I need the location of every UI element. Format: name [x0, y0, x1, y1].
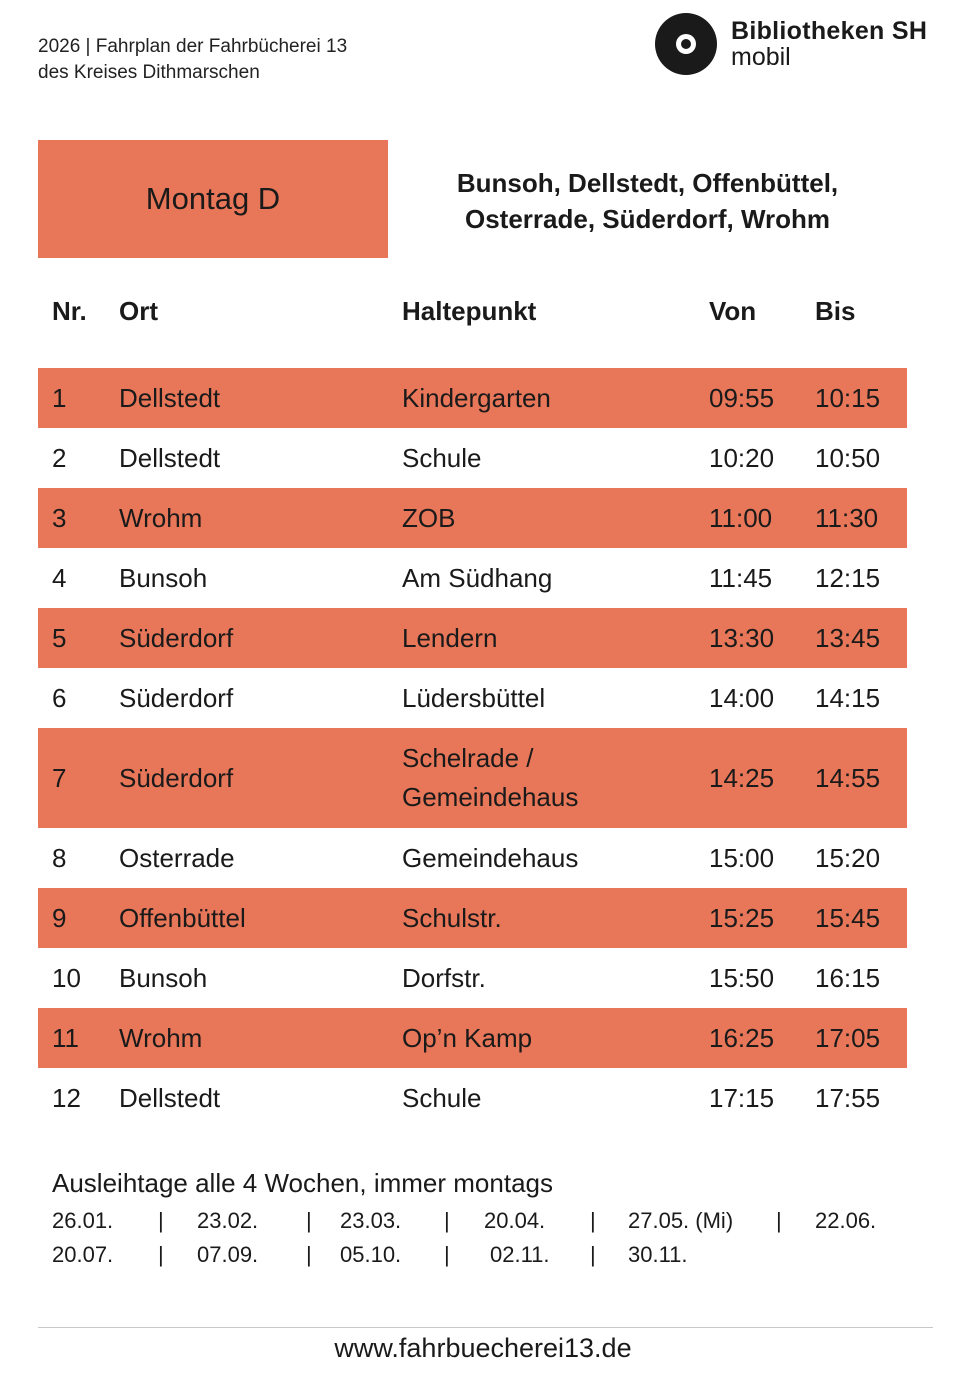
date-separator: | — [158, 1242, 164, 1267]
row-haltepunkt: Schulstr. — [402, 902, 502, 933]
row-ort: Offenbüttel — [119, 902, 246, 933]
table-row — [38, 728, 907, 828]
table-row — [38, 428, 907, 488]
row-number: 10 — [52, 962, 81, 993]
date-separator: | — [444, 1208, 450, 1233]
logo-subtitle: mobil — [731, 43, 791, 71]
row-haltepunkt: Schule — [402, 442, 482, 473]
column-header-bis: Bis — [815, 296, 856, 326]
row-ort: Dellstedt — [119, 442, 221, 473]
bibliotheken-logo — [655, 13, 927, 75]
row-haltepunkt: Schelrade / Gemeindehaus — [402, 743, 579, 812]
row-ort: Osterrade — [119, 842, 235, 873]
row-bis: 14:15 — [815, 682, 881, 713]
day-label-box — [38, 140, 388, 258]
row-von: 14:00 — [709, 682, 775, 713]
row-number: 3 — [52, 502, 67, 533]
column-header-haltepunkt: Haltepunkt — [402, 296, 537, 326]
row-ort: Süderdorf — [119, 682, 234, 713]
row-ort: Bunsoh — [119, 962, 208, 993]
row-haltepunkt: Schule — [402, 1082, 482, 1113]
lending-dates — [52, 1208, 912, 1276]
places-line-2: Osterrade, Süderdorf, Wrohm — [464, 204, 831, 234]
date-item: 26.01. — [52, 1208, 114, 1233]
dates-line-2 — [52, 1242, 912, 1276]
table-row — [38, 1068, 907, 1128]
row-bis: 17:55 — [815, 1082, 881, 1113]
date-item: 07.09. — [197, 1242, 259, 1267]
row-ort: Dellstedt — [119, 382, 221, 413]
row-von: 15:25 — [709, 902, 775, 933]
circle-logo-icon — [655, 13, 717, 75]
table-row — [38, 368, 907, 428]
row-ort: Wrohm — [119, 502, 203, 533]
date-separator: | — [590, 1242, 596, 1267]
column-header-von: Von — [709, 296, 757, 326]
places-line-1: Bunsoh, Dellstedt, Offenbüttel, — [456, 168, 839, 198]
table-row — [38, 488, 907, 548]
schedule-table — [38, 368, 907, 1128]
logo-text — [731, 18, 927, 70]
row-bis: 10:50 — [815, 442, 881, 473]
row-haltepunkt: Gemeindehaus — [402, 842, 579, 873]
table-row — [38, 1008, 907, 1068]
lending-note: Ausleihtage alle 4 Wochen, immer montags — [52, 1168, 553, 1198]
header-line-1: 2026 | Fahrplan der Fahrbücherei 13 — [38, 36, 348, 57]
row-von: 16:25 — [709, 1022, 775, 1053]
row-ort: Bunsoh — [119, 562, 208, 593]
logo-title: Bibliotheken SH — [731, 17, 928, 45]
column-header-ort: Ort — [119, 296, 158, 326]
row-bis: 16:15 — [815, 962, 881, 993]
table-row — [38, 608, 907, 668]
row-number: 6 — [52, 682, 67, 713]
footer-url[interactable]: www.fahrbuecherei13.de — [334, 1333, 632, 1363]
header-line-2: des Kreises Dithmarschen — [38, 62, 260, 83]
row-number: 11 — [52, 1022, 79, 1053]
date-item: 05.10. — [340, 1242, 402, 1267]
row-haltepunkt: Op’n Kamp — [402, 1022, 533, 1053]
table-row — [38, 888, 907, 948]
row-von: 11:00 — [709, 502, 773, 533]
row-number: 9 — [52, 902, 67, 933]
row-number: 1 — [52, 382, 67, 413]
row-ort: Süderdorf — [119, 762, 234, 793]
row-ort: Dellstedt — [119, 1082, 221, 1113]
document-header — [38, 34, 347, 86]
row-number: 7 — [52, 762, 67, 793]
date-separator: | — [306, 1208, 312, 1233]
row-von: 09:55 — [709, 382, 775, 413]
row-haltepunkt: Lendern — [402, 622, 498, 653]
date-item: 23.03. — [340, 1208, 402, 1233]
table-row — [38, 668, 907, 728]
row-von: 15:50 — [709, 962, 775, 993]
table-row — [38, 948, 907, 1008]
row-bis: 15:45 — [815, 902, 881, 933]
row-bis: 13:45 — [815, 622, 881, 653]
dates-line-1 — [52, 1208, 912, 1242]
date-item: 30.11. — [628, 1242, 688, 1267]
date-item: 20.07. — [52, 1242, 114, 1267]
row-number: 2 — [52, 442, 67, 473]
table-header — [0, 296, 980, 336]
row-bis: 15:20 — [815, 842, 881, 873]
row-ort: Wrohm — [119, 1022, 203, 1053]
row-ort: Süderdorf — [119, 622, 234, 653]
footer-divider — [38, 1327, 933, 1328]
date-separator: | — [444, 1242, 450, 1267]
date-item: 20.04. — [484, 1208, 546, 1233]
row-number: 12 — [52, 1082, 81, 1113]
date-separator: | — [590, 1208, 596, 1233]
row-bis: 10:15 — [815, 382, 881, 413]
row-von: 11:45 — [709, 562, 773, 593]
table-row — [38, 828, 907, 888]
row-number: 5 — [52, 622, 67, 653]
row-haltepunkt: Kindergarten — [402, 382, 551, 413]
date-separator: | — [776, 1208, 782, 1233]
row-haltepunkt: Dorfstr. — [402, 962, 486, 993]
row-von: 13:30 — [709, 622, 775, 653]
row-von: 15:00 — [709, 842, 775, 873]
row-haltepunkt: Am Südhang — [402, 562, 553, 593]
column-header-nr: Nr. — [52, 296, 87, 326]
day-label: Montag D — [145, 181, 281, 216]
date-item: 23.02. — [197, 1208, 259, 1233]
row-haltepunkt: ZOB — [402, 502, 456, 533]
row-bis: 12:15 — [815, 562, 881, 593]
row-bis: 17:05 — [815, 1022, 881, 1053]
row-von: 14:25 — [709, 762, 775, 793]
table-row — [38, 548, 907, 608]
row-number: 4 — [52, 562, 67, 593]
places-list — [420, 165, 875, 237]
date-separator: | — [158, 1208, 164, 1233]
date-item: 27.05. (Mi) — [628, 1208, 734, 1233]
row-von: 17:15 — [709, 1082, 775, 1113]
row-von: 10:20 — [709, 442, 775, 473]
row-bis: 14:55 — [815, 762, 881, 793]
row-bis: 11:30 — [815, 502, 879, 533]
date-separator: | — [306, 1242, 312, 1267]
date-item: 02.11. — [490, 1242, 550, 1267]
row-number: 8 — [52, 842, 67, 873]
row-haltepunkt: Lüdersbüttel — [402, 682, 546, 713]
date-item: 22.06. — [815, 1208, 877, 1233]
